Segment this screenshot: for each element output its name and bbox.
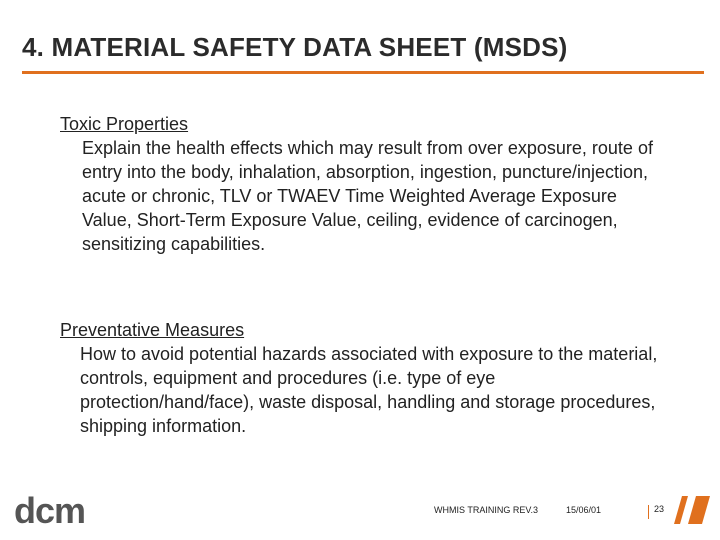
footer-date: 15/06/01 bbox=[566, 505, 602, 515]
footer-divider bbox=[648, 505, 649, 519]
preventative-measures-section bbox=[60, 318, 660, 438]
preventative-measures-heading: Preventative Measures bbox=[60, 320, 245, 340]
slide-title: 4. MATERIAL SAFETY DATA SHEET (MSDS) bbox=[22, 32, 568, 62]
dcm-logo bbox=[14, 493, 106, 527]
preventative-measures-body: How to avoid potential hazards associated with exposure to the material, controls, equipment and procedures (i.e. type of eye protection/hand/face), waste disposal, handling and storage procedures, shipping information. bbox=[80, 344, 658, 436]
toxic-properties-heading: Toxic Properties bbox=[60, 114, 189, 134]
slash-logo-icon bbox=[674, 494, 710, 526]
page-number: 23 bbox=[654, 504, 665, 514]
footer-training-label: WHMIS TRAINING REV.3 bbox=[434, 505, 539, 515]
dcm-logo-text: dcm bbox=[14, 493, 86, 527]
toxic-properties-section bbox=[60, 112, 660, 256]
title-underline bbox=[22, 71, 704, 74]
toxic-properties-body: Explain the health effects which may result from over exposure, route of entry into the body, inhalation, absorption, ingestion, puncture/injection, acute or chronic, TLV or TWAEV Time Weighted Average Exposure Value, Short-Term Exposure Value, ceiling, evidence of carcinogen, sensitizing capabilities. bbox=[82, 138, 653, 254]
